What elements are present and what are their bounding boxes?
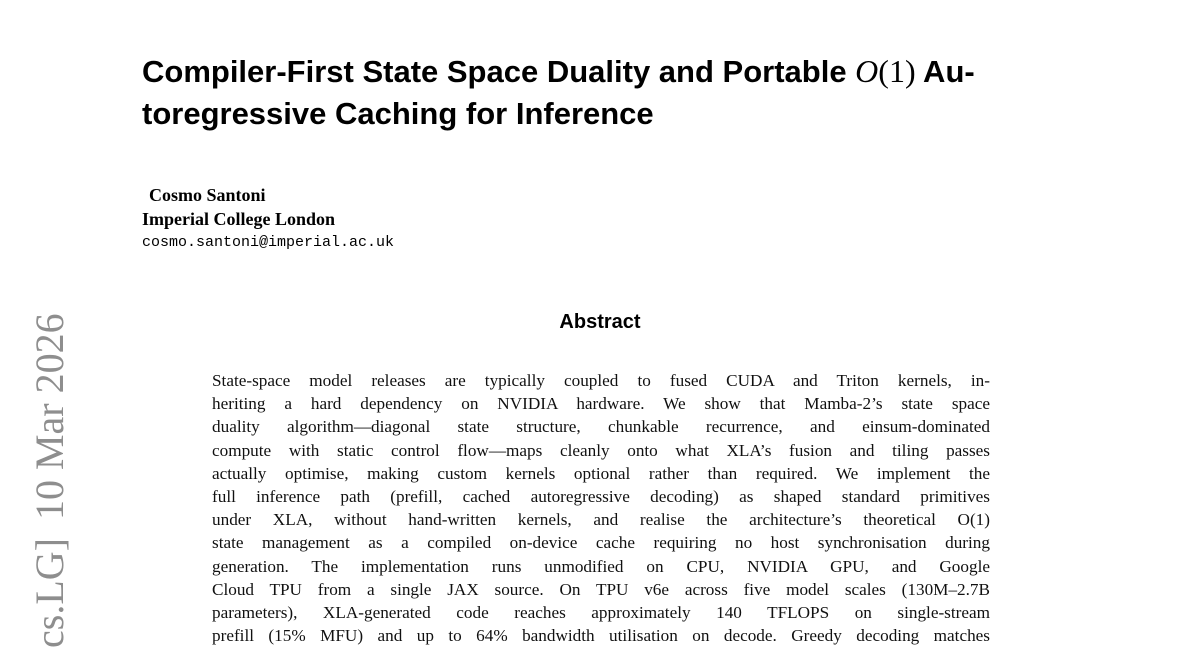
abstract-heading — [0, 308, 1200, 336]
title-line2: toregressive Caching for Inference — [142, 96, 654, 131]
abstract-line: Cloud TPU from a single JAX source. On TPU v6e across five model scales (130M–2.7B — [212, 579, 990, 599]
title-text-part2: Au- — [915, 54, 975, 89]
arxiv-date: 10 Mar 2026 — [27, 313, 72, 521]
author-block — [142, 183, 742, 255]
abstract-line: duality algorithm—diagonal state structure, chunkable recurrence, and einsum-dominated — [212, 417, 990, 437]
title-text-part1: Compiler-First State Space Duality and Portable — [142, 54, 856, 89]
author-email[interactable]: cosmo.santoni@imperial.ac.uk — [142, 234, 395, 251]
abstract-line: generation. The implementation runs unmodified on CPU, NVIDIA GPU, and Google — [212, 556, 990, 576]
author-name: Cosmo Santoni — [149, 185, 266, 205]
title-math — [855, 53, 915, 89]
arxiv-side-stamp — [28, 308, 72, 648]
abstract-line: prefill (15% MFU) and up to 64% bandwidth utilisation on decode. Greedy decoding matches — [212, 626, 990, 646]
abstract-line: full inference path (prefill, cached autoregressive decoding) as shaped standard primitives — [212, 487, 990, 507]
author-affiliation: Imperial College London — [142, 209, 336, 229]
abstract-line: State-space model releases are typically coupled to fused CUDA and Triton kernels, in- — [212, 371, 990, 390]
abstract-heading-text: Abstract — [559, 311, 641, 333]
abstract-line: under XLA, without hand-written kernels, and realise the architecture’s theoretical O(1) — [212, 510, 990, 530]
abstract-line: actually optimise, making custom kernels optional rather than required. We implement the — [212, 463, 990, 483]
abstract-line: state management as a compiled on-device cache requiring no host synchronisation during — [212, 533, 990, 553]
abstract-line: compute with static control flow—maps cleanly onto what XLA’s fusion and tiling passes — [212, 440, 990, 460]
paper-title — [142, 50, 1072, 135]
abstract-line: heriting a hard dependency on NVIDIA hardware. We show that Mamba-2’s state space — [212, 394, 990, 414]
abstract-line: parameters), XLA-generated code reaches approximately 140 TFLOPS on single-stream — [212, 603, 990, 623]
title-math-arg: (1) — [878, 53, 916, 89]
title-math-symbol: O — [855, 53, 879, 89]
abstract-body — [212, 369, 990, 647]
arxiv-identifier: cs.LG] — [27, 538, 72, 648]
